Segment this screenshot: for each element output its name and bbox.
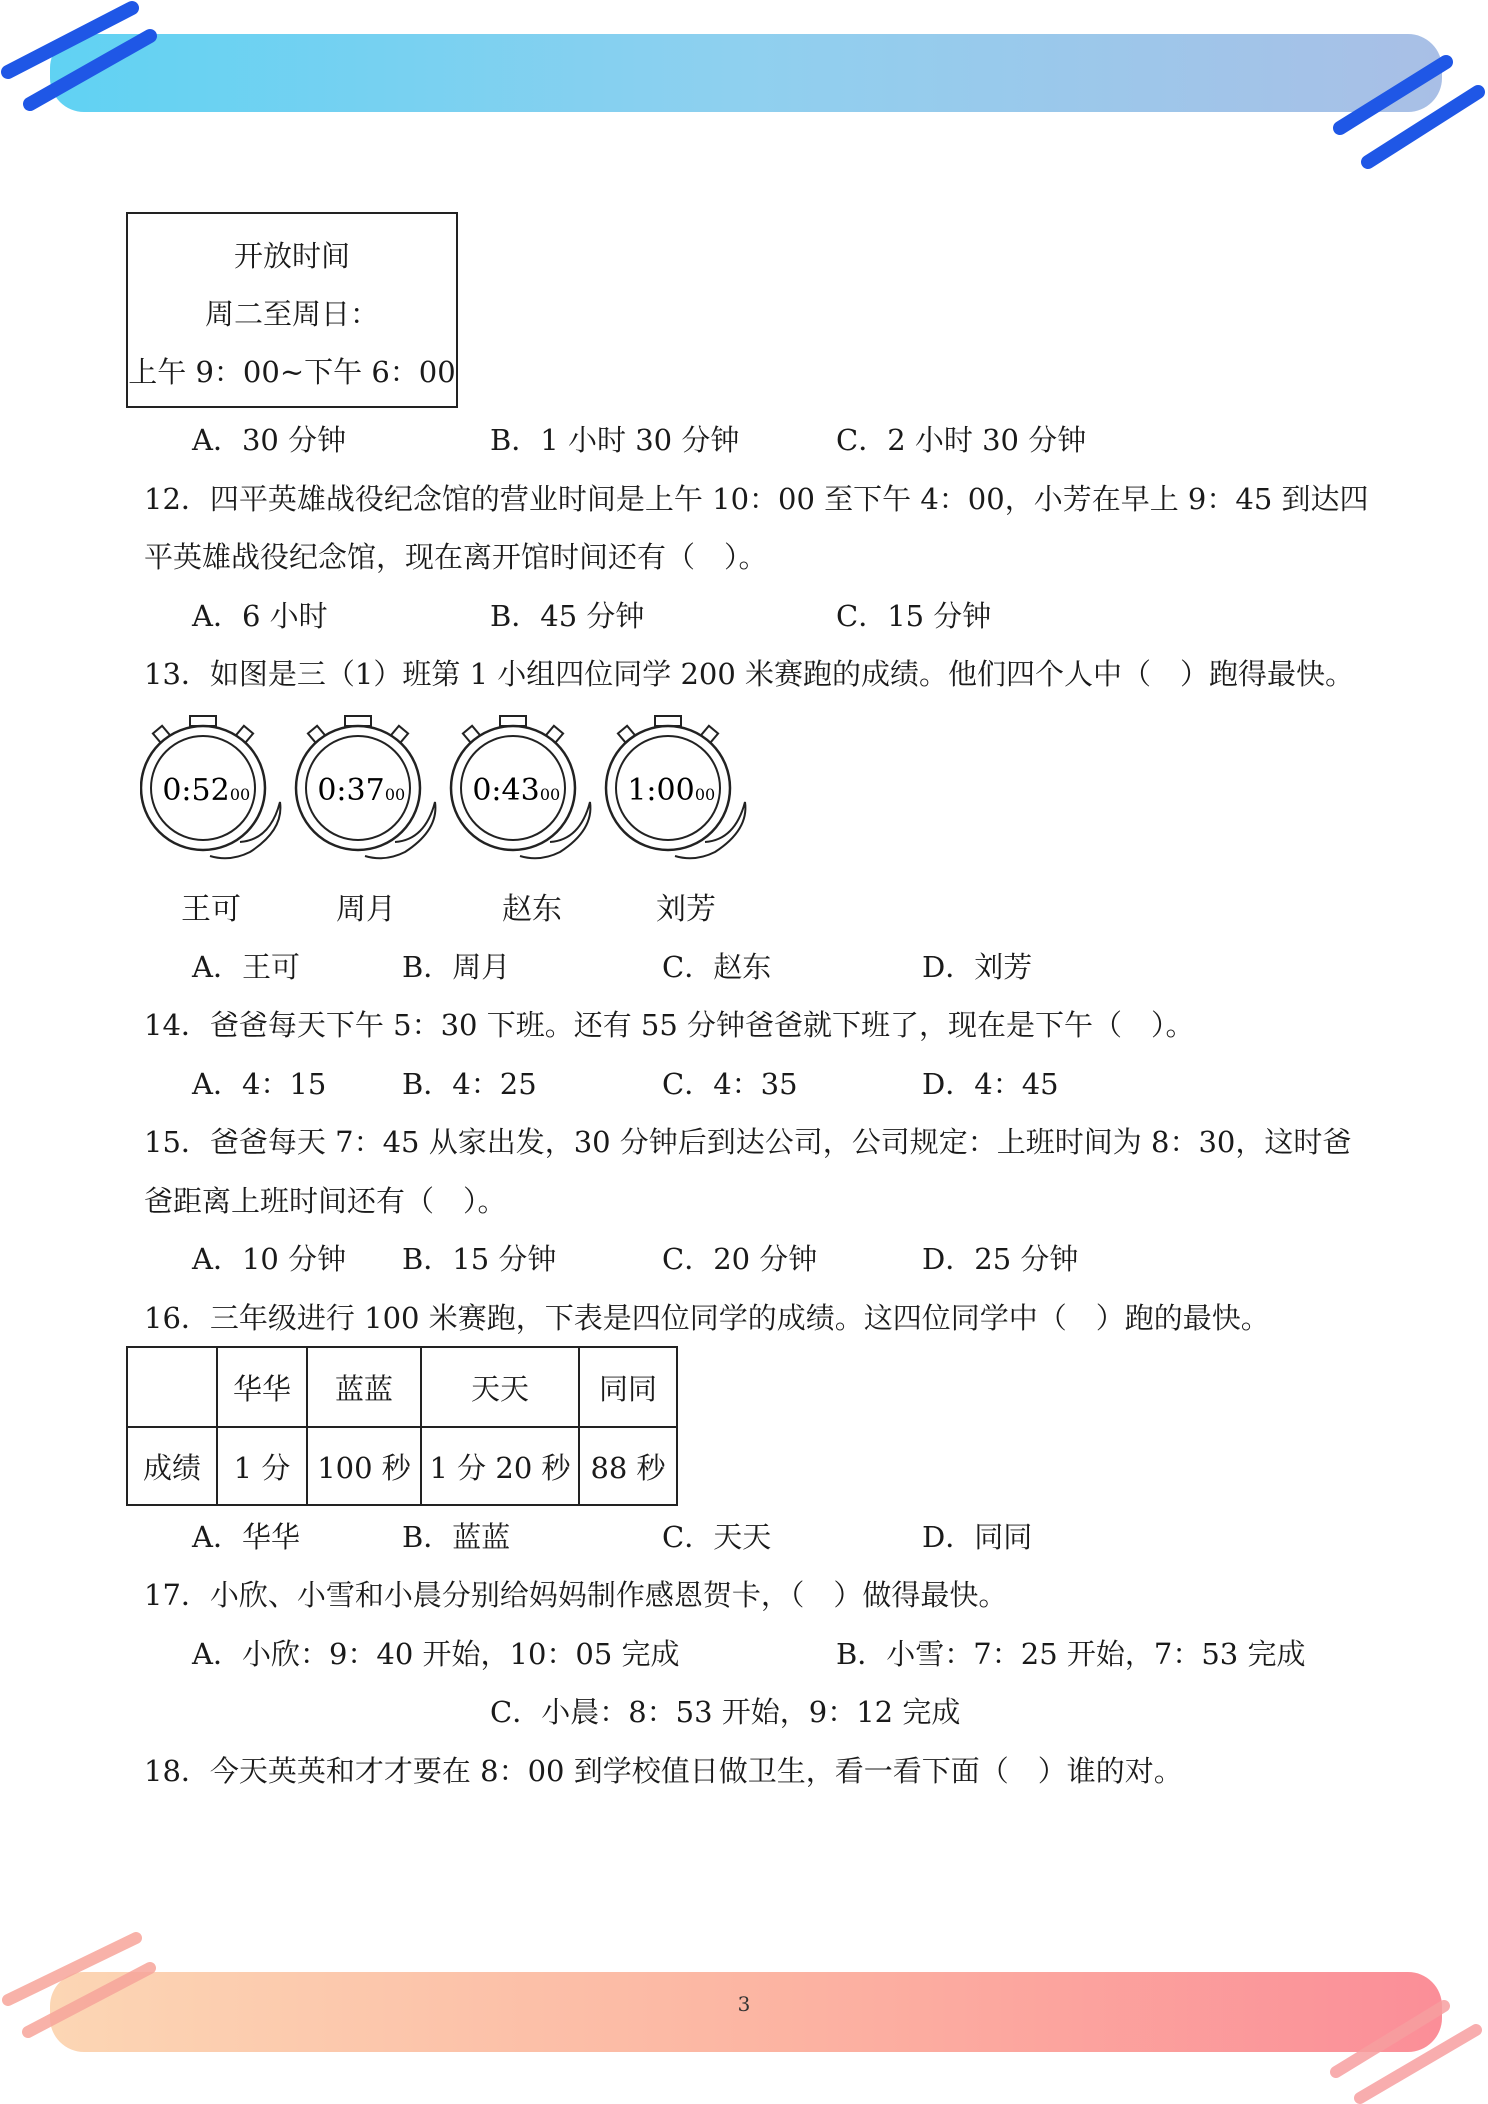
q13-option-c: C．赵东 bbox=[662, 950, 772, 984]
stopwatch-zhouyue bbox=[296, 716, 435, 858]
stopwatch-zhaodong bbox=[451, 716, 590, 858]
opening-hours-box bbox=[126, 212, 458, 408]
table-cell: 天天 bbox=[421, 1347, 579, 1427]
q17-line1: 17．小欣、小雪和小晨分别给妈妈制作感恩贺卡，（ ）做得最快。 bbox=[144, 1578, 1008, 1612]
q14-option-d: D．4：45 bbox=[922, 1067, 1059, 1101]
q12-line2: 平英雄战役纪念馆，现在离开馆时间还有（ ）。 bbox=[144, 540, 768, 574]
q13-option-b: B．周月 bbox=[402, 950, 511, 984]
stopwatch-zhouyue-main: 0:37 bbox=[317, 773, 385, 808]
stopwatch-name-zhaodong: 赵东 bbox=[502, 892, 562, 927]
q11-option-b: B．1 小时 30 分钟 bbox=[490, 423, 740, 457]
q12-option-b: B．45 分钟 bbox=[490, 599, 645, 633]
stopwatch-name-wangke: 王可 bbox=[181, 892, 241, 927]
stopwatch-zhaodong-sub: 00 bbox=[539, 785, 561, 804]
q12-line1: 12．四平英雄战役纪念馆的营业时间是上午 10：00 至下午 4：00，小芳在早上 9：45 到达四 bbox=[144, 482, 1369, 516]
stopwatch-wangke-main: 0:52 bbox=[162, 773, 230, 808]
page-number: 3 bbox=[737, 1992, 751, 2016]
table-cell: 成绩 bbox=[127, 1427, 217, 1505]
q15-option-c: C．20 分钟 bbox=[662, 1242, 818, 1276]
hours-days: 周二至周日： bbox=[204, 297, 379, 331]
stopwatch-name-liufang: 刘芳 bbox=[656, 892, 716, 927]
table-cell: 1 分 bbox=[217, 1427, 307, 1505]
stopwatch-zhaodong-main: 0:43 bbox=[472, 773, 540, 808]
q14-option-c: C．4：35 bbox=[662, 1067, 798, 1101]
q15-line1: 15．爸爸每天 7：45 从家出发，30 分钟后到达公司，公司规定：上班时间为 8：30，这时爸 bbox=[144, 1125, 1352, 1159]
q15-option-b: B．15 分钟 bbox=[402, 1242, 557, 1276]
q17-option-a: A．小欣：9：40 开始，10：05 完成 bbox=[192, 1637, 680, 1671]
q13-option-a: A．王可 bbox=[192, 950, 300, 984]
q15-option-d: D．25 分钟 bbox=[922, 1242, 1079, 1276]
hours-title: 开放时间 bbox=[233, 239, 350, 273]
q15-line2: 爸距离上班时间还有（ ）。 bbox=[144, 1184, 507, 1218]
q12-option-a: A．6 小时 bbox=[192, 599, 328, 633]
header-stripes bbox=[0, 0, 1488, 180]
stopwatch-wangke-sub: 00 bbox=[229, 785, 251, 804]
q16-option-d: D．同同 bbox=[922, 1520, 1033, 1554]
table-cell: 蓝蓝 bbox=[307, 1347, 421, 1427]
q13-option-d: D．刘芳 bbox=[922, 950, 1033, 984]
q16-option-b: B．蓝蓝 bbox=[402, 1520, 511, 1554]
q18-line1: 18．今天英英和才才要在 8：00 到学校值日做卫生，看一看下面（ ）谁的对。 bbox=[144, 1754, 1183, 1788]
q16-option-a: A．华华 bbox=[192, 1520, 300, 1554]
q14-option-b: B．4：25 bbox=[402, 1067, 537, 1101]
table-cell: 华华 bbox=[217, 1347, 307, 1427]
stopwatch-wangke bbox=[141, 716, 280, 858]
stopwatch-zhouyue-sub: 00 bbox=[384, 785, 406, 804]
q14-line1: 14．爸爸每天下午 5：30 下班。还有 55 分钟爸爸就下班了，现在是下午（ ）。 bbox=[144, 1008, 1195, 1042]
q12-option-c: C．15 分钟 bbox=[836, 599, 992, 633]
q17-option-c: C．小晨：8：53 开始，9：12 完成 bbox=[490, 1695, 961, 1729]
table-cell: 同同 bbox=[579, 1347, 677, 1427]
q15-option-a: A．10 分钟 bbox=[192, 1242, 347, 1276]
table-row bbox=[127, 1427, 677, 1505]
stopwatch-group bbox=[140, 712, 780, 882]
stopwatch-liufang-sub: 00 bbox=[694, 785, 716, 804]
q11-option-a: A．30 分钟 bbox=[192, 423, 347, 457]
q14-option-a: A．4：15 bbox=[192, 1067, 327, 1101]
table-cell: 100 秒 bbox=[307, 1427, 421, 1505]
table-cell: 1 分 20 秒 bbox=[421, 1427, 579, 1505]
q11-option-c: C．2 小时 30 分钟 bbox=[836, 423, 1087, 457]
stopwatch-liufang bbox=[606, 716, 745, 858]
score-table bbox=[126, 1346, 678, 1506]
q17-option-b: B．小雪：7：25 开始，7：53 完成 bbox=[836, 1637, 1306, 1671]
table-header-row bbox=[127, 1347, 677, 1427]
hours-time: 上午 9：00~下午 6：00 bbox=[128, 355, 456, 389]
q13-line1: 13．如图是三（1）班第 1 小组四位同学 200 米赛跑的成绩。他们四个人中（ ）跑得最快。 bbox=[144, 657, 1355, 691]
stopwatch-liufang-main: 1:00 bbox=[627, 773, 695, 808]
q16-line1: 16．三年级进行 100 米赛跑，下表是四位同学的成绩。这四位同学中（ ）跑的最快。 bbox=[144, 1301, 1270, 1335]
table-cell: 88 秒 bbox=[579, 1427, 677, 1505]
q16-option-c: C．天天 bbox=[662, 1520, 772, 1554]
stopwatch-name-zhouyue: 周月 bbox=[336, 892, 396, 927]
table-cell bbox=[127, 1347, 217, 1427]
